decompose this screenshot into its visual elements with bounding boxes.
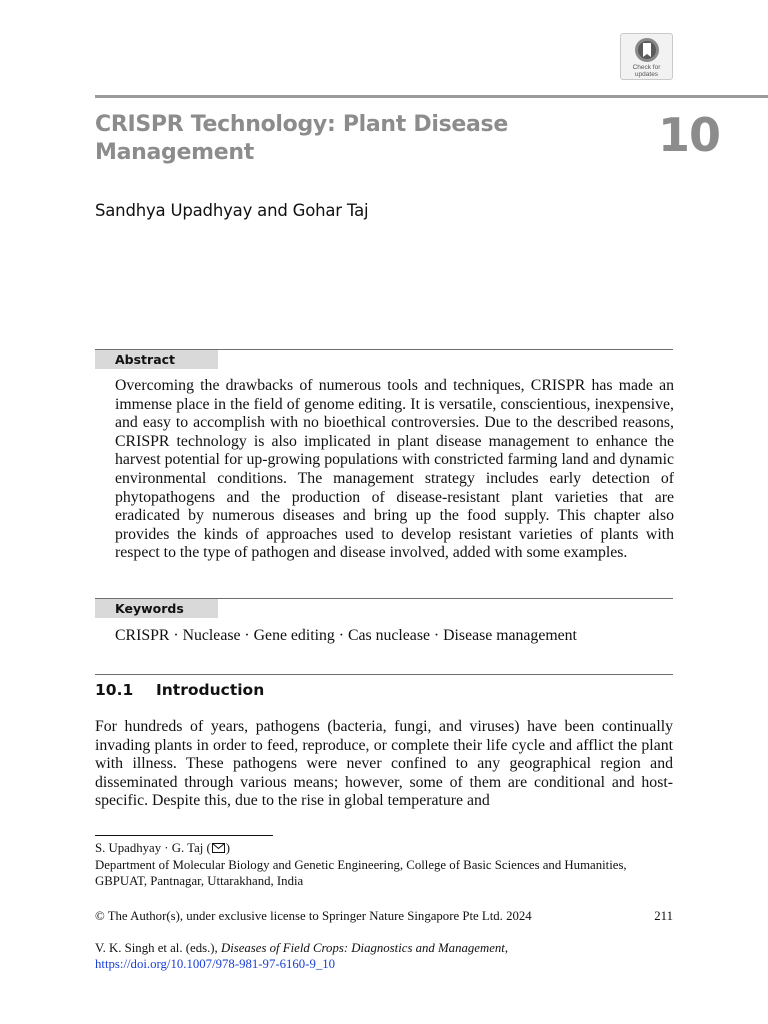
footnote-affiliation: Department of Molecular Biology and Genetic Engineering, College of Basic Sciences and Humanities, GBPUAT, Pantnagar, Uttarakhand, India	[95, 858, 627, 888]
section-number: 10.1	[95, 681, 134, 699]
chapter-authors: Sandhya Upadhyay and Gohar Taj	[95, 201, 369, 220]
abstract-text: Overcoming the drawbacks of numerous tools and techniques, CRISPR has made an immense place in the field of genome editing. It is versatile, conscientious, inexpensive, and easy to accomplish with no bioethical controversies. Due to the described reasons, CRISPR technology is also implicated in plant disease management to enhance the harvest potential for up-growing populations with constricted farming land and dynamic environmental conditions. The management strategy includes early detection of phytopathogens and the production of disease-resistant plant varieties that are eradicated by numerous diseases and bring up the food supply. This chapter also provides the kinds of approaches used to develop resistant varieties of plants with respect to the type of pathogen and disease involved, added with some examples.	[115, 377, 674, 562]
introduction-rule	[95, 674, 673, 675]
bookmark-icon	[634, 37, 660, 63]
abstract-label: Abstract	[95, 350, 218, 369]
check-for-updates-badge[interactable]	[620, 33, 673, 80]
footnote-rule	[95, 835, 273, 836]
chapter-title-line-1: CRISPR Technology: Plant Disease	[95, 112, 508, 137]
doi-link[interactable]: https://doi.org/10.1007/978-981-97-6160-9_10	[95, 957, 336, 971]
copyright-notice: © The Author(s), under exclusive license to Springer Nature Singapore Pte Ltd. 2024	[95, 909, 532, 923]
badge-line-1: Check for	[632, 64, 661, 71]
keywords-text: CRISPR · Nuclease · Gene editing · Cas nuclease · Disease management	[115, 627, 577, 644]
citation-comma: ,	[504, 941, 509, 955]
citation-editors: V. K. Singh et al. (eds.),	[95, 941, 221, 955]
footnote-authors	[95, 841, 230, 857]
book-citation	[95, 940, 673, 956]
badge-line-2: updates	[634, 71, 659, 78]
page-number: 211	[654, 909, 673, 923]
book-title: Diseases of Field Crops: Diagnostics and Management	[220, 941, 505, 955]
introduction-text: For hundreds of years, pathogens (bacteria, fungi, and viruses) have been continually invading plants in order to feed, reproduce, or complete their life cycle and afflict the plant with illness. These pathogens were never confined to any geographical region and disseminated through various means; however, some of them are conditional and host-specific. Despite this, due to the rise in global temperature and	[95, 718, 673, 810]
badge-label	[621, 64, 672, 78]
top-rule	[95, 95, 768, 98]
section-title: Introduction	[156, 681, 265, 699]
chapter-title	[95, 111, 595, 167]
footnote-authors-close: )	[225, 841, 231, 855]
chapter-number: 10	[657, 108, 720, 162]
mail-icon[interactable]	[212, 843, 225, 853]
keywords-label: Keywords	[95, 599, 218, 618]
footnote-authors-text: S. Upadhyay · G. Taj (	[95, 841, 211, 855]
chapter-title-line-2: Management	[95, 140, 254, 165]
